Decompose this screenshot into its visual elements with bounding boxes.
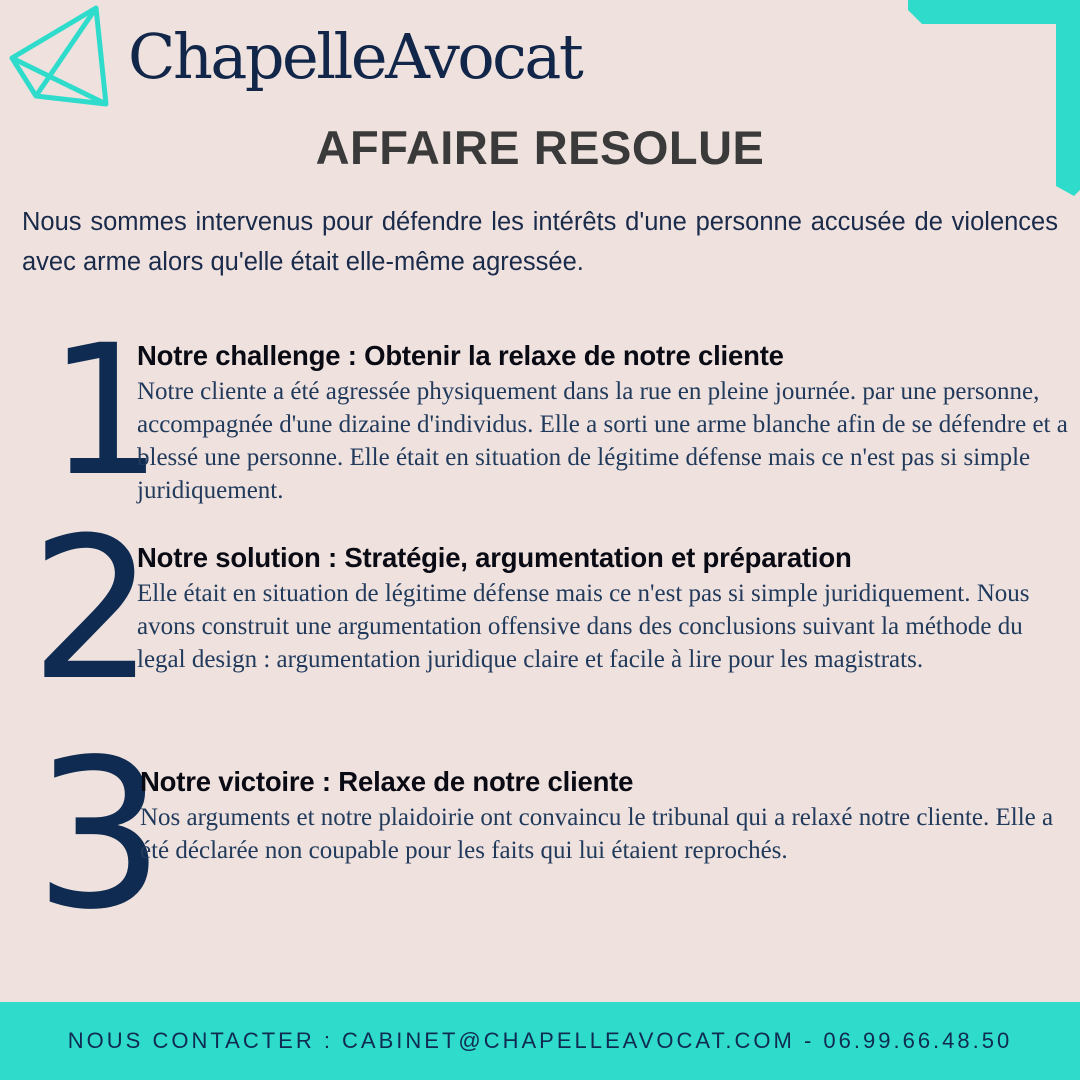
contact-footer (0, 1002, 1080, 1080)
step-number-2: 2 (30, 496, 155, 724)
page-title: AFFAIRE RESOLUE (315, 121, 765, 174)
intro-text: Nous sommes intervenus pour défendre les intérêts d'une personne accusée de violences avec arme alors qu'elle était elle-même agressée. (22, 208, 1058, 276)
step-body: Notre cliente a été agressée physiquement dans la rue en pleine journée. par une personne, accompagnée d'une dizaine d'individus. Elle a sorti une arme blanche afin de se défendre et a blessé une personne. Elle était en situation de légitime défense mais ce n'est pas si simple juridiquement. (137, 378, 1068, 504)
step-body: Elle était en situation de légitime défense mais ce n'est pas si simple juridiquement. Nous avons construit une argumentation offensive dans des conclusions suivant la méthode du legal design : argumentation juridique claire et facile à lire pour les magistrats. (137, 580, 1030, 673)
step-3 (140, 765, 1076, 867)
step-number-1: 1 (48, 307, 163, 516)
brand-name: ChapelleAvocat (128, 20, 582, 93)
step-2 (137, 541, 1073, 676)
step-heading: Notre victoire : Relaxe de notre cliente (140, 766, 634, 797)
geometric-gem-logo-icon (6, 2, 110, 110)
step-body: Nos arguments et notre plaidoirie ont convaincu le tribunal qui a relaxé notre cliente. Elle a été déclarée non coupable pour les faits qui lui étaient reprochés. (140, 804, 1054, 864)
step-heading: Notre challenge : Obtenir la relaxe de notre cliente (137, 340, 784, 371)
contact-text[interactable]: NOUS CONTACTER : CABINET@CHAPELLEAVOCAT.COM - 06.99.66.48.50 (67, 1028, 1013, 1053)
step-heading: Notre solution : Stratégie, argumentation et préparation (137, 542, 852, 573)
step-1 (137, 339, 1073, 507)
step-number-3: 3 (34, 715, 166, 955)
